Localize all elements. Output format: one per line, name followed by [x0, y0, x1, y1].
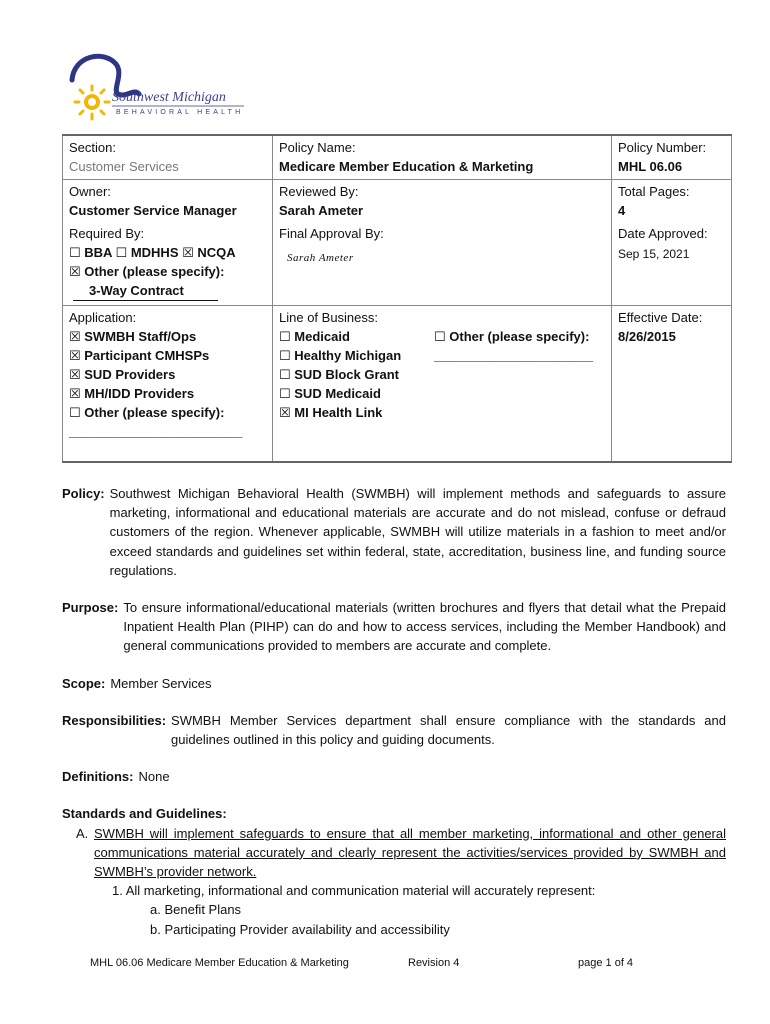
application-cell — [63, 306, 273, 462]
lob-item: ☐ Medicaid — [279, 329, 350, 344]
total-pages-cell — [612, 179, 732, 222]
standards-item-1a: a. Benefit Plans — [150, 902, 242, 918]
required-other: ☒ Other (please specify): — [69, 263, 225, 279]
application-item: ☒ Participant CMHSPs — [69, 348, 210, 363]
application-label: Application: — [69, 310, 137, 325]
definitions-label: Definitions: — [62, 769, 134, 785]
lob-item: ☒ MI Health Link — [279, 405, 383, 420]
policy-text: Southwest Michigan Behavioral Health (SWMBH) will implement methods and safeguards to assure marketing, informational and educational materials are accurate and do not mislead, confuse or defraud customers of the region. Whenever applicable, SWMBH will utilize materials in a fashion to meet and/or exceed standards and guidelines set within federal, state, accreditation, business line, and funding source regulations. — [109, 486, 726, 578]
reviewed-cell — [273, 179, 612, 222]
standards-item-a — [76, 824, 726, 882]
owner-value: Customer Service Manager — [69, 202, 237, 218]
effective-date-cell — [612, 306, 732, 462]
required-other-value: 3-Way Contract — [73, 281, 218, 301]
policy-name-cell — [273, 135, 612, 179]
policy-number-cell — [612, 135, 732, 179]
policy-name-value: Medicare Member Education & Marketing — [279, 159, 534, 174]
definitions-text: None — [138, 769, 170, 785]
total-pages-label: Total Pages: — [618, 183, 690, 199]
final-approval-cell — [273, 222, 612, 306]
purpose-label: Purpose: — [62, 600, 119, 616]
lob-blank: ______________________ — [434, 348, 594, 363]
reviewed-value: Sarah Ameter — [279, 202, 364, 218]
responsibilities-section — [62, 711, 726, 749]
date-approved-value: Sep 15, 2021 — [618, 246, 690, 261]
policy-body — [62, 484, 726, 939]
footer-page-number: page 1 of 4 — [578, 957, 634, 969]
swmbh-logo — [64, 50, 254, 128]
responsibilities-label: Responsibilities: — [62, 712, 167, 728]
policy-name-label: Policy Name: — [279, 140, 356, 155]
date-approved-label: Date Approved: — [618, 225, 708, 241]
logo-name: Southwest Michigan — [112, 90, 226, 105]
required-label: Required By: — [69, 225, 145, 241]
purpose-section — [62, 598, 726, 656]
reviewed-label: Reviewed By: — [279, 183, 359, 199]
application-item: ☒ SWMBH Staff/Ops — [69, 329, 197, 344]
policy-number-value: MHL 06.06 — [618, 159, 683, 174]
effective-value: 8/26/2015 — [618, 329, 676, 344]
line-of-business-cell — [273, 306, 612, 462]
lob-item: ☐ SUD Block Grant — [279, 367, 400, 382]
standards-heading: Standards and Guidelines: — [62, 806, 227, 822]
section-value: Customer Services — [69, 159, 179, 174]
required-checkboxes: ☐ BBA ☐ MDHHS ☒ NCQA — [69, 244, 236, 260]
section-label: Section: — [69, 140, 116, 155]
item-a-marker: A. — [76, 825, 89, 841]
footer-title: MHL 06.06 Medicare Member Education & Marketing — [90, 957, 349, 969]
application-item: ☐ Other (please specify): — [69, 405, 225, 420]
application-item: ☒ MH/IDD Providers — [69, 386, 195, 401]
scope-label: Scope: — [62, 675, 106, 691]
required-by-cell — [63, 222, 273, 306]
effective-label: Effective Date: — [618, 310, 703, 325]
application-blank: ________________________ — [69, 424, 243, 439]
scope-text: Member Services — [110, 675, 212, 691]
policy-label: Policy: — [62, 486, 105, 501]
date-approved-cell — [612, 222, 732, 306]
responsibilities-text: SWMBH Member Services department shall ensure compliance with the standards and guidelines outlined in this policy and guiding documents. — [171, 712, 726, 748]
owner-cell — [63, 179, 273, 222]
signature: Sarah Ameter — [287, 251, 354, 264]
purpose-text: To ensure informational/educational materials (written brochures and flyers that detail what the Prepaid Inpatient Health Plan (PIHP) can do and how to access services, including the Member Handbook) and general communications provided to members are accurate and complete. — [123, 600, 726, 654]
footer-revision: Revision 4 — [408, 957, 460, 969]
lob-label: Line of Business: — [279, 310, 379, 325]
policy-number-label: Policy Number: — [618, 140, 707, 155]
application-item: ☒ SUD Providers — [69, 367, 176, 382]
section-cell — [63, 135, 273, 179]
logo-subtitle: BEHAVIORAL HEALTH — [116, 109, 244, 116]
lob-other: ☐ Other (please specify): — [434, 329, 590, 344]
standards-item-1: 1. All marketing, informational and communication material will accurately represent: — [112, 883, 596, 899]
lob-item: ☐ SUD Medicaid — [279, 386, 381, 401]
total-pages-value: 4 — [618, 202, 626, 218]
definitions-section — [62, 767, 726, 786]
item-a-text: SWMBH will implement safeguards to ensure that all member marketing, informational and other general communications material accurately and clearly represent the activities/services provided by SWMBH and SWMBH’s provider network. — [94, 825, 726, 880]
policy-section — [62, 484, 726, 580]
final-approval-label: Final Approval By: — [279, 225, 384, 241]
owner-label: Owner: — [69, 183, 111, 199]
lob-item: ☐ Healthy Michigan — [279, 348, 402, 363]
sun-logo-icon — [64, 50, 254, 128]
scope-section — [62, 674, 726, 693]
standards-item-1b: b. Participating Provider availability and accessibility — [150, 921, 450, 937]
policy-header-table — [62, 134, 732, 463]
